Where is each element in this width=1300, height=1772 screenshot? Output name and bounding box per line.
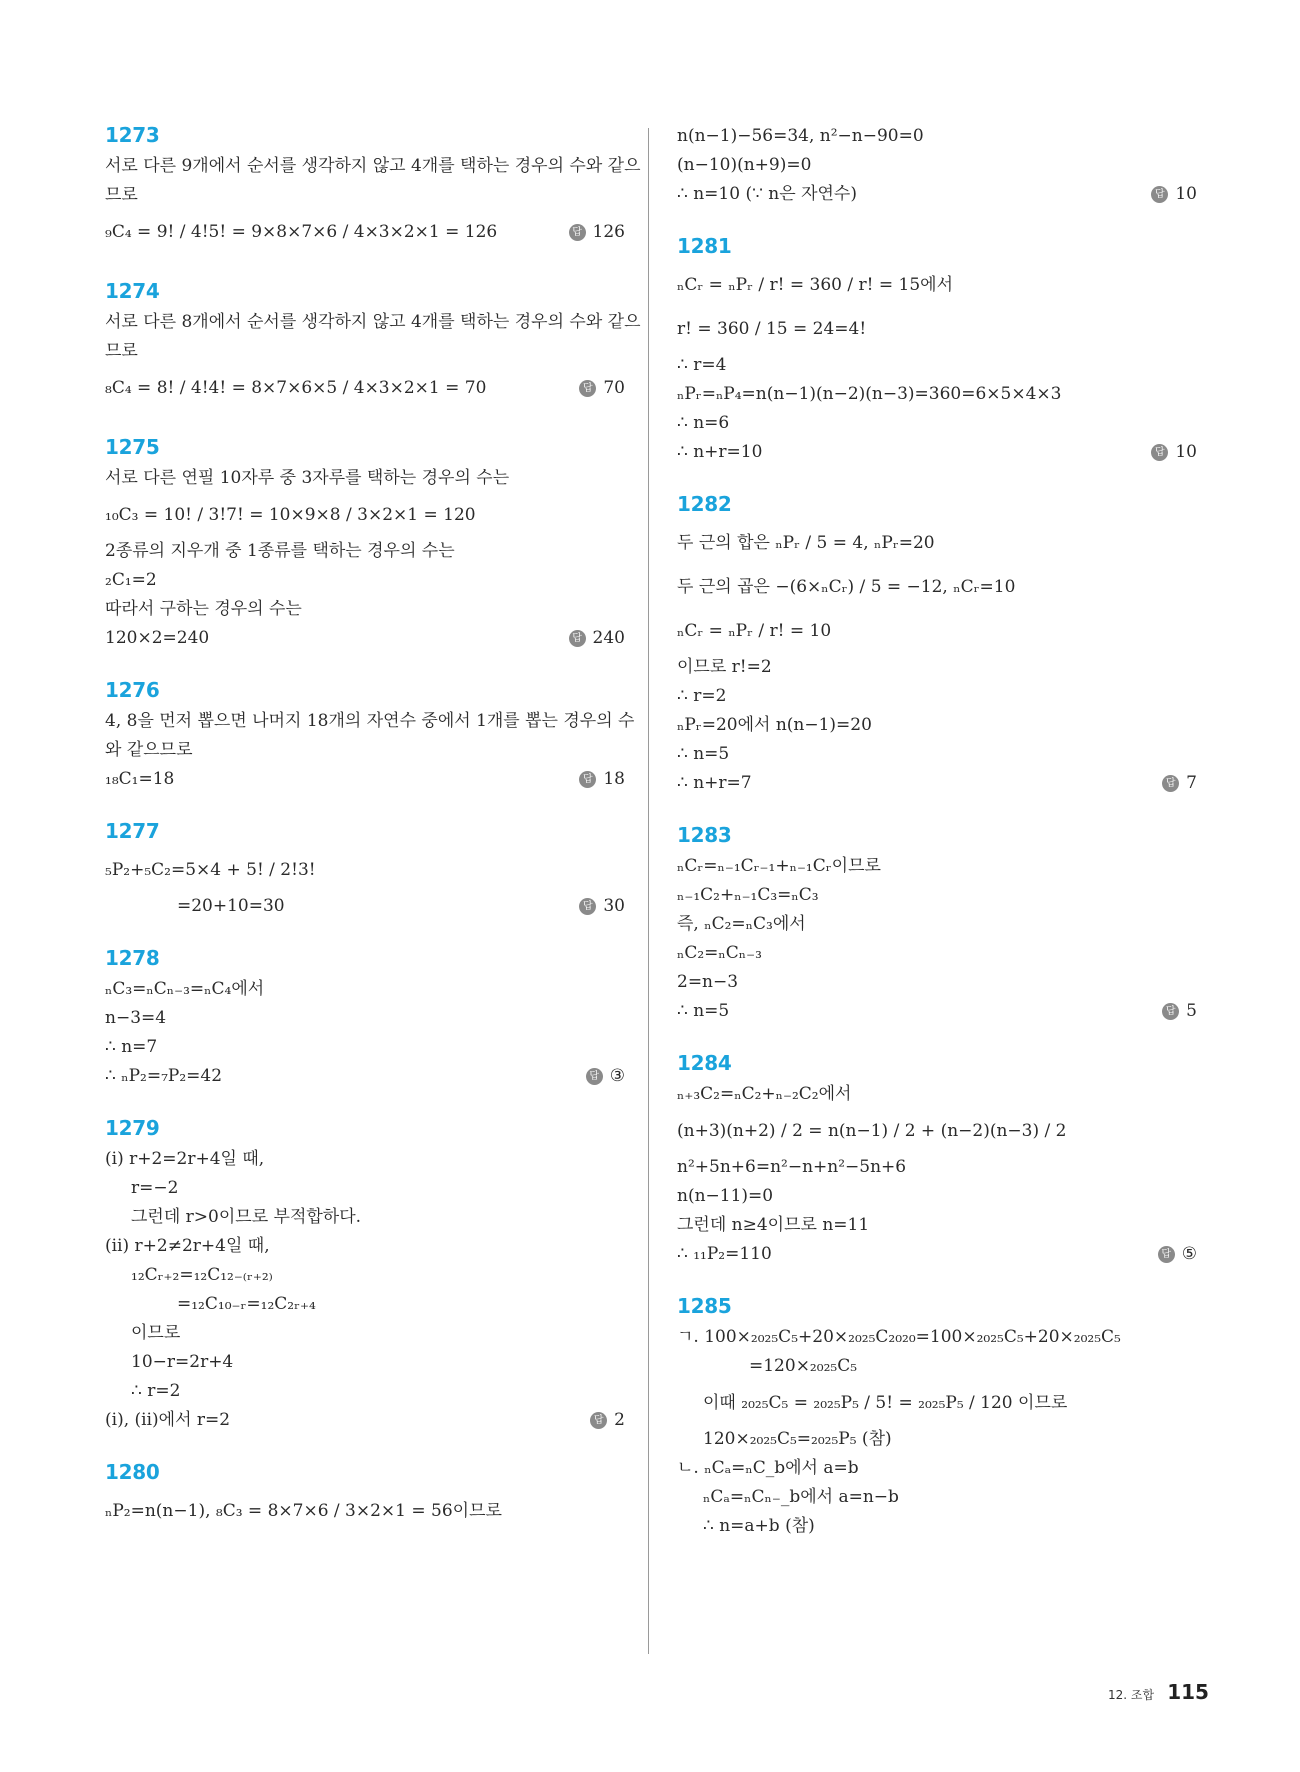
answer-value: 126 (592, 222, 625, 242)
solution-line (677, 307, 1197, 351)
solution-text: n−3=4 (105, 1008, 167, 1028)
solution-text: ∴ ₁₁P₂=110 (677, 1244, 772, 1264)
solution-line (677, 1483, 1197, 1512)
answer-value: 10 (1175, 442, 1197, 462)
solution-text: ㄱ. 100×₂₀₂₅C₅+20×₂₀₂₅C₂₀₂₀=100×₂₀₂₅C₅+20×₂₀₂₅C₅ (677, 1327, 1121, 1347)
solution-line (677, 968, 1197, 997)
solution-text: ∴ ₙP₂=₇P₂=42 (105, 1066, 223, 1086)
solution-line (105, 464, 625, 493)
solution-line (105, 595, 625, 624)
solution-text: ₙCₐ=ₙCₙ₋_b에서 a=n−b (703, 1487, 899, 1507)
answer-value: 10 (1175, 184, 1197, 204)
answer-value: 2 (614, 1410, 625, 1430)
solution-text: ∴ n=5 (677, 1001, 730, 1021)
right-column (677, 122, 1197, 1541)
solution-text: ∴ r=2 (677, 686, 727, 706)
solution-text: 120×2=240 (105, 628, 210, 648)
solution-line (677, 1454, 1197, 1483)
solution-line (677, 380, 1197, 409)
solution-line (105, 1145, 625, 1174)
problem-block (105, 122, 641, 254)
solution-text: (n+3)(n+2) / 2 = n(n−1) / 2 + (n−2)(n−3) / 2 (677, 1121, 1067, 1141)
answer-badge-icon: 답 (1151, 186, 1168, 203)
solution-text: 그런데 r>0이므로 부적합하다. (131, 1207, 362, 1227)
answer-badge-icon: 답 (1162, 1003, 1179, 1020)
problem-number: 1275 (105, 435, 160, 459)
solution-line (105, 1174, 625, 1203)
answer-label (579, 366, 625, 410)
solution-text: ₉C₄ = 9! / 4!5! = 9×8×7×6 / 4×3×2×1 = 126 (105, 222, 498, 242)
answer-badge-icon: 답 (579, 380, 596, 397)
problem-number: 1274 (105, 279, 160, 303)
problem-block (677, 233, 1197, 467)
solution-text: 따라서 구하는 경우의 수는 (105, 599, 302, 619)
solution-text: n(n−1)−56=34, n²−n−90=0 (677, 126, 924, 146)
solution-line (105, 736, 625, 765)
solution-text: ∴ n=7 (105, 1037, 158, 1057)
solution-text: ∴ n+r=7 (677, 773, 752, 793)
solution-text: 2종류의 지우개 중 1종류를 택하는 경우의 수는 (105, 541, 455, 561)
problem-block (677, 1050, 1197, 1269)
answer-badge-icon: 답 (569, 224, 586, 241)
answer-badge-icon: 답 (1158, 1246, 1175, 1263)
solution-text: 와 같으므로 (105, 740, 193, 760)
answer-label (1151, 438, 1197, 467)
solution-line (677, 1080, 1197, 1109)
solution-text: 120×₂₀₂₅C₅=₂₀₂₅P₅ (참) (703, 1429, 892, 1449)
solution-text: ₙPᵣ=20에서 n(n−1)=20 (677, 715, 872, 735)
answer-label (1162, 769, 1197, 798)
solution-text: 두 근의 곱은 −(6×ₙCᵣ) / 5 = −12, ₙCᵣ=10 (677, 577, 1016, 597)
problem-number: 1281 (677, 234, 732, 258)
solution-line (105, 181, 625, 210)
solution-text: ∴ r=4 (677, 355, 727, 375)
answer-label (590, 1406, 625, 1435)
problem-block (677, 122, 1197, 209)
solution-text: 이므로 (131, 1323, 181, 1343)
problem-number: 1282 (677, 492, 732, 516)
problem-number: 1273 (105, 123, 160, 147)
solution-line (677, 1109, 1197, 1153)
solution-line (677, 881, 1197, 910)
solution-text: 이때 ₂₀₂₅C₅ = ₂₀₂₅P₅ / 5! = ₂₀₂₅P₅ / 120 이므로 (703, 1393, 1068, 1413)
solution-line (677, 1425, 1197, 1454)
solution-line (677, 1352, 1197, 1381)
answer-value: 240 (592, 628, 625, 648)
solution-text: r=−2 (131, 1178, 179, 1198)
solution-text: ₂C₁=2 (105, 570, 157, 590)
answer-value: 18 (603, 769, 625, 789)
answer-badge-icon: 답 (579, 898, 596, 915)
solution-line (677, 1153, 1197, 1182)
solution-line (105, 1406, 625, 1435)
solution-line (105, 1489, 625, 1533)
problem-number: 1285 (677, 1294, 732, 1318)
solution-text: ∴ n+r=10 (677, 442, 763, 462)
solution-text: ∴ n=5 (677, 744, 730, 764)
solution-text: ₙPᵣ=ₙP₄=n(n−1)(n−2)(n−3)=360=6×5×4×3 (677, 384, 1062, 404)
solution-line (105, 892, 625, 921)
solution-line (677, 409, 1197, 438)
answer-label (1162, 997, 1197, 1026)
solution-line (677, 711, 1197, 740)
solution-line (105, 1261, 625, 1290)
solution-text: ₁₀C₃ = 10! / 3!7! = 10×9×8 / 3×2×1 = 120 (105, 505, 476, 525)
solution-line (677, 1182, 1197, 1211)
solution-text: (ⅱ) r+2≠2r+4일 때, (105, 1236, 270, 1256)
solution-text: ₙ₋₁C₂+ₙ₋₁C₃=ₙC₃ (677, 885, 819, 905)
solution-line (677, 653, 1197, 682)
solution-text: n²+5n+6=n²−n+n²−5n+6 (677, 1157, 907, 1177)
solution-line (677, 1240, 1197, 1269)
solution-line (677, 740, 1197, 769)
column-divider (648, 128, 649, 1654)
problem-block (105, 1459, 625, 1533)
solution-line (677, 521, 1197, 565)
problem-number: 1280 (105, 1460, 160, 1484)
problem-number: 1284 (677, 1051, 732, 1075)
problem-block (105, 818, 625, 921)
solution-text: ₙC₂=ₙCₙ₋₃ (677, 943, 762, 963)
solution-line (677, 1381, 1197, 1425)
solution-line (105, 366, 625, 410)
problem-number: 1279 (105, 1116, 160, 1140)
solution-text: =20+10=30 (177, 896, 285, 916)
answer-label (586, 1062, 625, 1091)
problem-block (105, 278, 641, 410)
solution-text: ㄴ. ₙCₐ=ₙC_b에서 a=b (677, 1458, 859, 1478)
solution-line (105, 624, 625, 653)
solution-text: ₅P₂+₅C₂=5×4 + 5! / 2!3! (105, 860, 316, 880)
solution-line (105, 210, 625, 254)
solution-line (105, 152, 641, 181)
section-title: 12. 조합 (1108, 1688, 1155, 1702)
answer-value: 5 (1186, 1001, 1197, 1021)
solution-text: 서로 다른 연필 10자루 중 3자루를 택하는 경우의 수는 (105, 468, 510, 488)
solution-line (105, 493, 625, 537)
page-footer (1108, 1680, 1209, 1704)
solution-line (677, 910, 1197, 939)
solution-line (105, 308, 641, 337)
solution-text: 이므로 r!=2 (677, 657, 772, 677)
answer-label (1151, 180, 1197, 209)
answer-value: 7 (1186, 773, 1197, 793)
solution-line (677, 151, 1197, 180)
answer-value: ③ (609, 1066, 625, 1086)
solution-text: ₙCᵣ=ₙ₋₁Cᵣ₋₁+ₙ₋₁Cᵣ이므로 (677, 856, 881, 876)
problem-block (105, 677, 635, 794)
solution-line (677, 351, 1197, 380)
solution-text: 서로 다른 9개에서 순서를 생각하지 않고 4개를 택하는 경우의 수와 같으 (105, 156, 641, 176)
solution-line (677, 1211, 1197, 1240)
problem-block (105, 434, 625, 653)
answer-badge-icon: 답 (586, 1068, 603, 1085)
solution-text: 서로 다른 8개에서 순서를 생각하지 않고 4개를 택하는 경우의 수와 같으 (105, 312, 641, 332)
solution-text: ₙP₂=n(n−1), ₈C₃ = 8×7×6 / 3×2×1 = 56이므로 (105, 1501, 502, 1521)
answer-badge-icon: 답 (1162, 775, 1179, 792)
solution-line (105, 1203, 625, 1232)
answer-badge-icon: 답 (569, 630, 586, 647)
problem-block (105, 1115, 625, 1435)
solution-text: =120×₂₀₂₅C₅ (749, 1356, 858, 1376)
solution-line (677, 997, 1197, 1026)
answer-label (1158, 1240, 1197, 1269)
solution-line (677, 438, 1197, 467)
solution-text: (ⅰ), (ⅱ)에서 r=2 (105, 1410, 231, 1430)
solution-text: ₙCᵣ = ₙPᵣ / r! = 360 / r! = 15에서 (677, 275, 954, 295)
solution-line (677, 852, 1197, 881)
left-column (105, 122, 641, 1533)
solution-line (105, 765, 625, 794)
solution-text: ₁₂Cᵣ₊₂=₁₂C₁₂₋₍ᵣ₊₂₎ (131, 1265, 273, 1285)
answer-value: 70 (603, 378, 625, 398)
solution-text: ₈C₄ = 8! / 4!4! = 8×7×6×5 / 4×3×2×1 = 70 (105, 378, 487, 398)
solution-line (677, 263, 1197, 307)
problem-block (677, 822, 1197, 1026)
solution-line (105, 1377, 625, 1406)
solution-text: 두 근의 합은 ₙPᵣ / 5 = 4, ₙPᵣ=20 (677, 533, 935, 553)
solution-text: ∴ n=a+b (참) (703, 1516, 815, 1536)
solution-line (677, 609, 1197, 653)
problem-number: 1278 (105, 946, 160, 970)
solution-line (677, 565, 1197, 609)
solution-line (105, 337, 625, 366)
solution-line (105, 1062, 625, 1091)
solution-text: n(n−11)=0 (677, 1186, 774, 1206)
answer-label (579, 892, 625, 921)
solution-text: ₙC₃=ₙCₙ₋₃=ₙC₄에서 (105, 979, 265, 999)
solution-text: ∴ r=2 (131, 1381, 181, 1401)
solution-line (677, 769, 1197, 798)
answer-label (569, 210, 625, 254)
problem-block (677, 1293, 1197, 1541)
problem-block (677, 491, 1197, 798)
solution-line (105, 1232, 625, 1261)
answer-label (569, 624, 625, 653)
solution-text: 므로 (105, 341, 138, 361)
solution-text: 2=n−3 (677, 972, 739, 992)
solution-line (677, 1512, 1197, 1541)
solution-line (105, 1004, 625, 1033)
solution-text: =₁₂C₁₀₋ᵣ=₁₂C₂ᵣ₊₄ (177, 1294, 316, 1314)
solution-line (677, 180, 1197, 209)
solution-text: 즉, ₙC₂=ₙC₃에서 (677, 914, 806, 934)
solution-text: 10−r=2r+4 (131, 1352, 234, 1372)
problem-number: 1283 (677, 823, 732, 847)
solution-text: r! = 360 / 15 = 24=4! (677, 319, 867, 339)
solution-line (105, 1290, 625, 1319)
answer-value: ⑤ (1181, 1244, 1197, 1264)
solution-line (105, 975, 625, 1004)
solution-line (677, 122, 1197, 151)
problem-number: 1276 (105, 678, 160, 702)
solution-text: (ⅰ) r+2=2r+4일 때, (105, 1149, 265, 1169)
answer-value: 30 (603, 896, 625, 916)
answer-badge-icon: 답 (579, 771, 596, 788)
solution-line (677, 939, 1197, 968)
solution-text: ₙ₊₃C₂=ₙC₂+ₙ₋₂C₂에서 (677, 1084, 852, 1104)
solution-text: ∴ n=10 (∵ n은 자연수) (677, 184, 857, 204)
solution-line (105, 537, 625, 566)
problem-number: 1277 (105, 819, 160, 843)
solution-line (105, 707, 635, 736)
solution-text: ₙCᵣ = ₙPᵣ / r! = 10 (677, 621, 832, 641)
solution-text: (n−10)(n+9)=0 (677, 155, 812, 175)
solution-text: 4, 8을 먼저 뽑으면 나머지 18개의 자연수 중에서 1개를 뽑는 경우의 수 (105, 711, 635, 731)
answer-badge-icon: 답 (1151, 444, 1168, 461)
solution-line (677, 682, 1197, 711)
solution-text: 그런데 n≥4이므로 n=11 (677, 1215, 870, 1235)
answer-badge-icon: 답 (590, 1412, 607, 1429)
solution-line (105, 1033, 625, 1062)
solution-line (105, 848, 625, 892)
answer-label (579, 765, 625, 794)
solution-line (677, 1323, 1197, 1352)
solution-line (105, 1319, 625, 1348)
solution-line (105, 566, 625, 595)
solution-text: 므로 (105, 185, 138, 205)
solution-text: ₁₈C₁=18 (105, 769, 175, 789)
solution-text: ∴ n=6 (677, 413, 730, 433)
solution-line (105, 1348, 625, 1377)
problem-block (105, 945, 625, 1091)
page-number: 115 (1167, 1680, 1209, 1704)
